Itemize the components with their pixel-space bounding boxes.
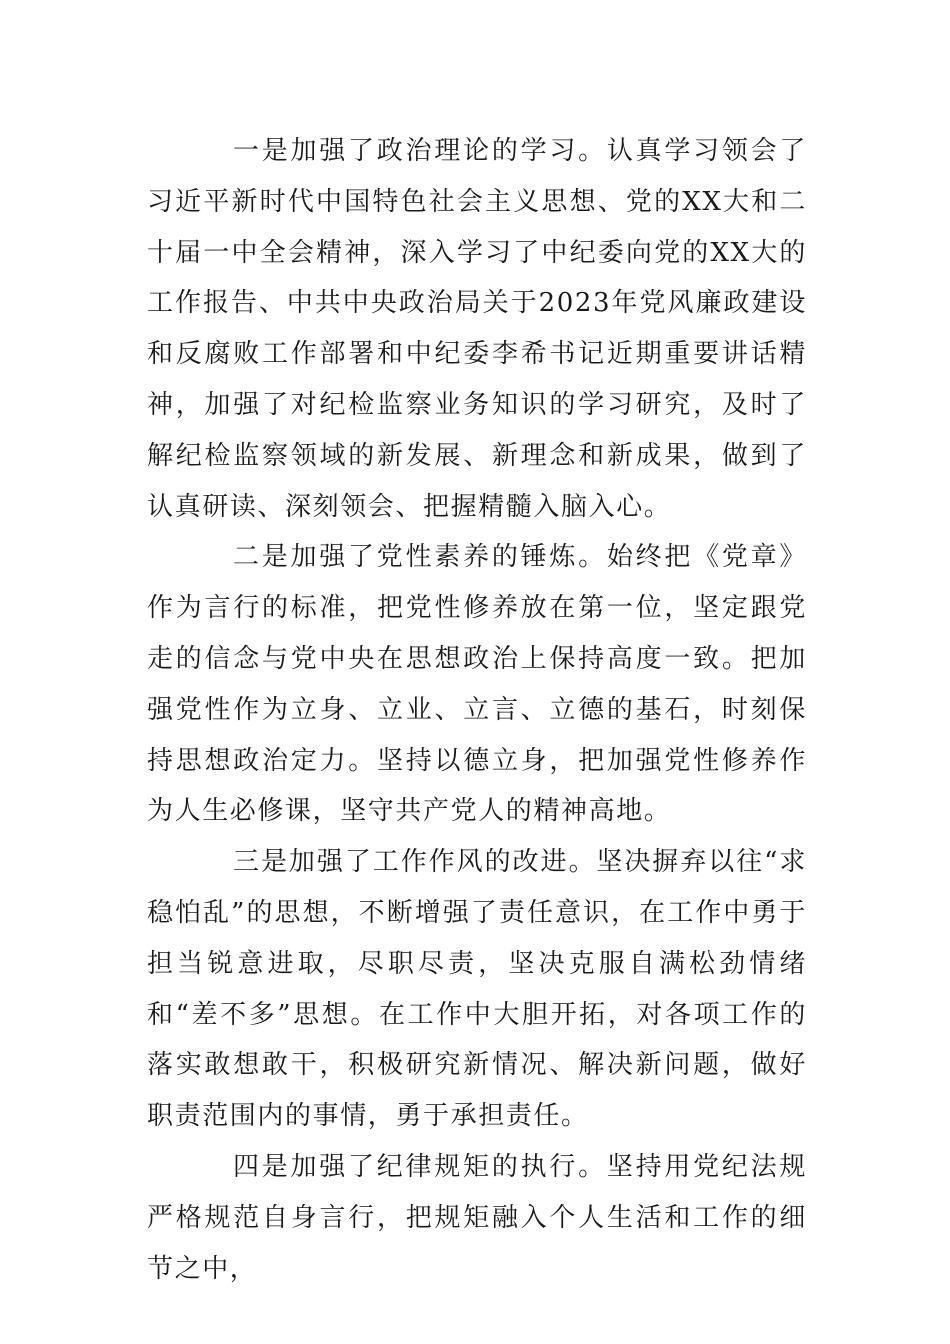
paragraph-2: 二是加强了党性素养的锤炼。始终把《党章》作为言行的标准，把党性修养放在第一位，坚定跟党走的信念与党中央在思想政治上保持高度一致。把加强党性作为立身、立业、立言、立德的基石，时刻保持思想政治定力。坚持以德立身，把加强党性修养作为人生必修课，坚守共产党人的精神高地。: [147, 542, 807, 827]
document-body: [147, 126, 807, 1294]
paragraph-1: 一是加强了政治理论的学习。认真学习领会了习近平新时代中国特色社会主义思想、党的XX大和二十届一中全会精神，深入学习了中纪委向党的XX大的工作报告、中共中央政治局关于2023年党风廉政建设和反腐败工作部署和中纪委李希书记近期重要讲话精神，加强了对纪检监察业务知识的学习研究，及时了解纪检监察领域的新发展、新理念和新成果，做到了认真研读、深刻领会、把握精髓入脑入心。: [147, 136, 807, 522]
paragraph-4: 四是加强了纪律规矩的执行。坚持用党纪法规严格规范自身言行，把规矩融入个人生活和工作的细节之中，: [147, 1151, 807, 1284]
paragraph-3: 三是加强了工作作风的改进。坚决摒弃以往“求稳怕乱”的思想，不断增强了责任意识，在工作中勇于担当锐意进取，尽职尽责，坚决克服自满松劲情绪和“差不多”思想。在工作中大胆开拓，对各项工作的落实敢想敢干，积极研究新情况、解决新问题，做好职责范围内的事情，勇于承担责任。: [147, 847, 807, 1132]
